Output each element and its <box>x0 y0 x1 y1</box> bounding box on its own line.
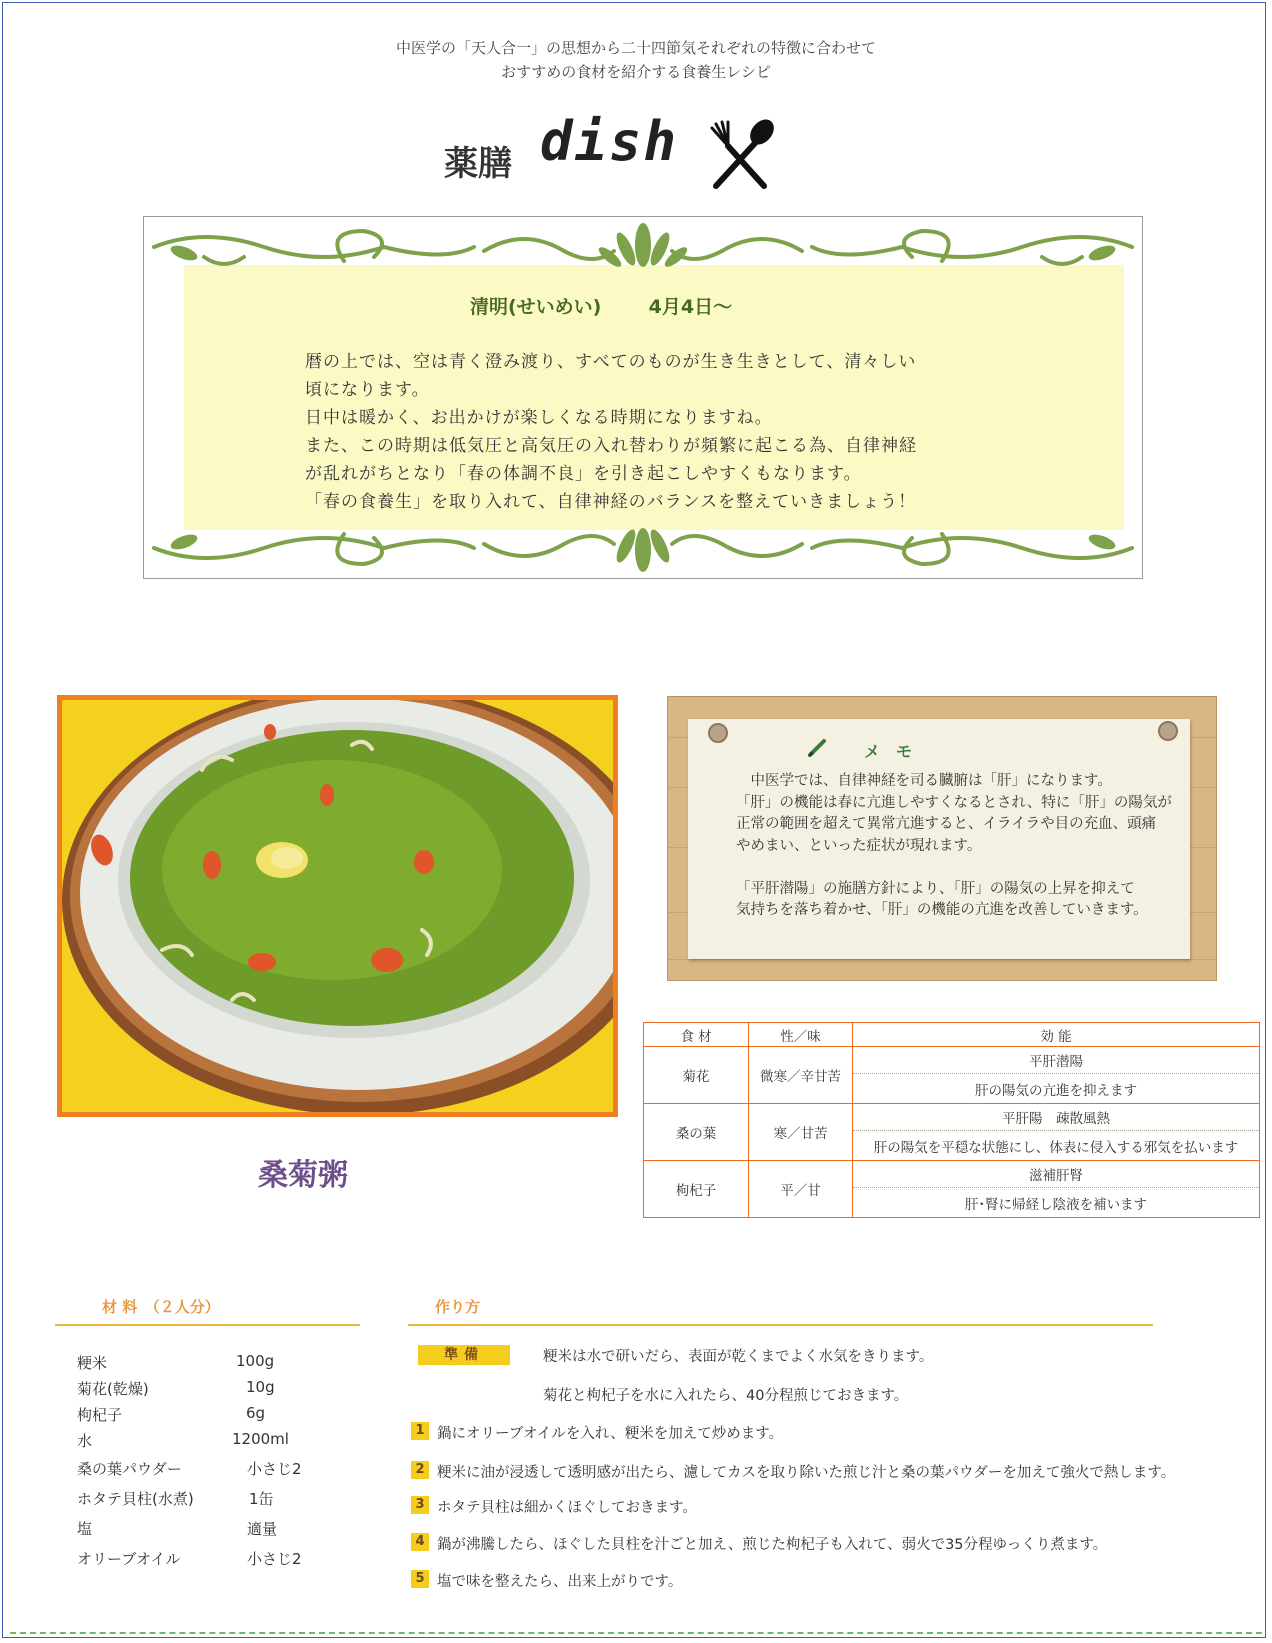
step-text: ホタテ貝柱は細かくほぐしておきます。 <box>437 1500 697 1516</box>
effect-detail-cell: 肝の陽気を平穏な状態にし、体表に侵入する邪気を払います <box>853 1131 1260 1161</box>
materials-divider <box>55 1324 360 1326</box>
memo-line: やめまい、といった症状が現れます。 <box>736 837 982 854</box>
material-amount: 1缶 <box>249 1490 274 1508</box>
step-number: 4 <box>411 1533 429 1551</box>
materials-heading: 材 料 （２人分） <box>102 1298 220 1316</box>
season-line: 頃になります。 <box>305 380 430 400</box>
effect-cell: 平肝潜陽 <box>853 1047 1260 1074</box>
prep-line: 菊花と枸杞子を水に入れたら、40分程煎じておきます。 <box>543 1388 909 1404</box>
material-name: 水 <box>77 1432 93 1450</box>
step-number: 5 <box>411 1570 429 1588</box>
logo <box>440 110 800 190</box>
season-line: 日中は暖かく、お出かけが楽しくなる時期になりますね。 <box>305 408 773 428</box>
logo-kanji: 薬膳 <box>444 144 512 184</box>
ingredient-table <box>643 1022 1260 1218</box>
dish-name: 桑菊粥 <box>258 1158 348 1193</box>
material-name: ホタテ貝柱(水煮) <box>77 1490 194 1508</box>
nature-cell: 寒／甘苦 <box>749 1104 853 1161</box>
step-number: 2 <box>411 1461 429 1479</box>
ornament-top <box>144 217 1142 287</box>
memo-board <box>667 696 1217 981</box>
table-header-row <box>644 1023 1260 1047</box>
pin-icon <box>1158 721 1178 741</box>
header-effect: 効 能 <box>853 1023 1260 1047</box>
food-cell: 枸杞子 <box>644 1161 749 1218</box>
step-text: 鍋が沸騰したら、ほぐした貝柱を汁ごと加え、煎じた枸杞子も入れて、弱火で35分程ゆっくり煮ます。 <box>437 1537 1108 1553</box>
header-nature: 性／味 <box>749 1023 853 1047</box>
procedure-heading: 作り方 <box>435 1298 481 1316</box>
season-title <box>470 292 732 319</box>
fork-spoon-icon <box>702 116 778 192</box>
table-row <box>644 1104 1260 1131</box>
intro-text <box>0 36 1272 84</box>
season-line: また、この時期は低気圧と高気圧の入れ替わりが頻繁に起こる為、自律神経 <box>305 436 917 456</box>
material-amount: 小さじ2 <box>247 1550 302 1568</box>
material-amount: 適量 <box>247 1520 278 1538</box>
memo-line: 中医学では、自律神経を司る臓腑は「肝」になります。 <box>736 773 1112 789</box>
effect-cell: 滋補肝腎 <box>853 1161 1260 1188</box>
memo-line: 「平肝潜陽」の施膳方針により、「肝」の陽気の上昇を抑えて <box>736 880 1135 897</box>
season-description <box>305 348 917 516</box>
memo-paper <box>688 719 1190 959</box>
memo-title: メ モ <box>864 742 913 761</box>
bottom-divider <box>10 1632 1262 1634</box>
material-amount: 6g <box>246 1404 266 1422</box>
prep-badge: 準備 <box>418 1345 510 1365</box>
season-line: 「春の食養生」を取り入れて、自律神経のバランスを整えていきましょう！ <box>305 492 917 512</box>
effect-cell: 平肝陽 疎散風熱 <box>853 1104 1260 1131</box>
material-name: 桑の葉パウダー <box>77 1460 182 1478</box>
memo-line: 「肝」の機能は春に亢進しやすくなるとされ、特に「肝」の陽気が <box>736 794 1172 811</box>
effect-detail-cell: 肝の陽気の亢進を抑えます <box>853 1074 1260 1104</box>
material-name: 枸杞子 <box>77 1406 123 1424</box>
material-amount: 1200ml <box>232 1430 289 1448</box>
material-name: オリーブオイル <box>77 1550 181 1568</box>
season-name: 清明(せいめい) <box>470 296 602 318</box>
material-name: 塩 <box>77 1520 93 1538</box>
pencil-icon <box>806 737 828 759</box>
procedure-divider <box>408 1324 1153 1326</box>
material-amount: 小さじ2 <box>247 1460 302 1478</box>
header-food: 食 材 <box>644 1023 749 1047</box>
season-date: 4月4日～ <box>648 296 733 318</box>
step-text: 塩で味を整えたら、出来上がりです。 <box>437 1574 683 1590</box>
table-row <box>644 1047 1260 1074</box>
dish-photo <box>57 695 618 1117</box>
logo-word: dish <box>540 110 679 173</box>
nature-cell: 微寒／辛甘苦 <box>749 1047 853 1104</box>
porridge-bowl-image <box>62 700 613 1112</box>
material-amount: 100g <box>236 1352 275 1370</box>
season-line: 暦の上では、空は青く澄み渡り、すべてのものが生き生きとして、清々しい <box>305 352 917 372</box>
food-cell: 菊花 <box>644 1047 749 1104</box>
memo-line: 正常の範囲を超えて異常亢進すると、イライラや目の充血、頭痛 <box>736 816 1157 832</box>
table-row <box>644 1161 1260 1188</box>
pin-icon <box>708 723 728 743</box>
memo-text <box>736 771 1172 922</box>
step-number: 1 <box>411 1422 429 1440</box>
nature-cell: 平／甘 <box>749 1161 853 1218</box>
memo-line: 気持ちを落ち着かせ、「肝」の機能の亢進を改善していきます。 <box>736 902 1148 918</box>
material-amount: 10g <box>246 1378 275 1396</box>
material-name: 粳米 <box>77 1354 108 1372</box>
ornament-bottom <box>144 508 1142 578</box>
step-text: 粳米に油が浸透して透明感が出たら、濾してカスを取り除いた煎じ汁と桑の葉パウダーを加えて強火で熱します。 <box>437 1465 1176 1481</box>
prep-line: 粳米は水で研いだら、表面が乾くまでよく水気をきります。 <box>543 1349 934 1365</box>
step-number: 3 <box>411 1496 429 1514</box>
step-text: 鍋にオリーブオイルを入れ、粳米を加えて炒めます。 <box>437 1426 784 1442</box>
food-cell: 桑の葉 <box>644 1104 749 1161</box>
intro-line-2: おすすめの食材を紹介する食養生レシピ <box>501 63 771 81</box>
memo-line <box>736 857 1172 879</box>
effect-detail-cell: 肝･腎に帰経し陰液を補います <box>853 1188 1260 1218</box>
material-name: 菊花(乾燥) <box>77 1380 149 1398</box>
intro-line-1: 中医学の「天人合一」の思想から二十四節気それぞれの特徴に合わせて <box>395 39 876 57</box>
season-line: が乱れがちとなり「春の体調不良」を引き起こしやすくもなります。 <box>305 464 862 484</box>
